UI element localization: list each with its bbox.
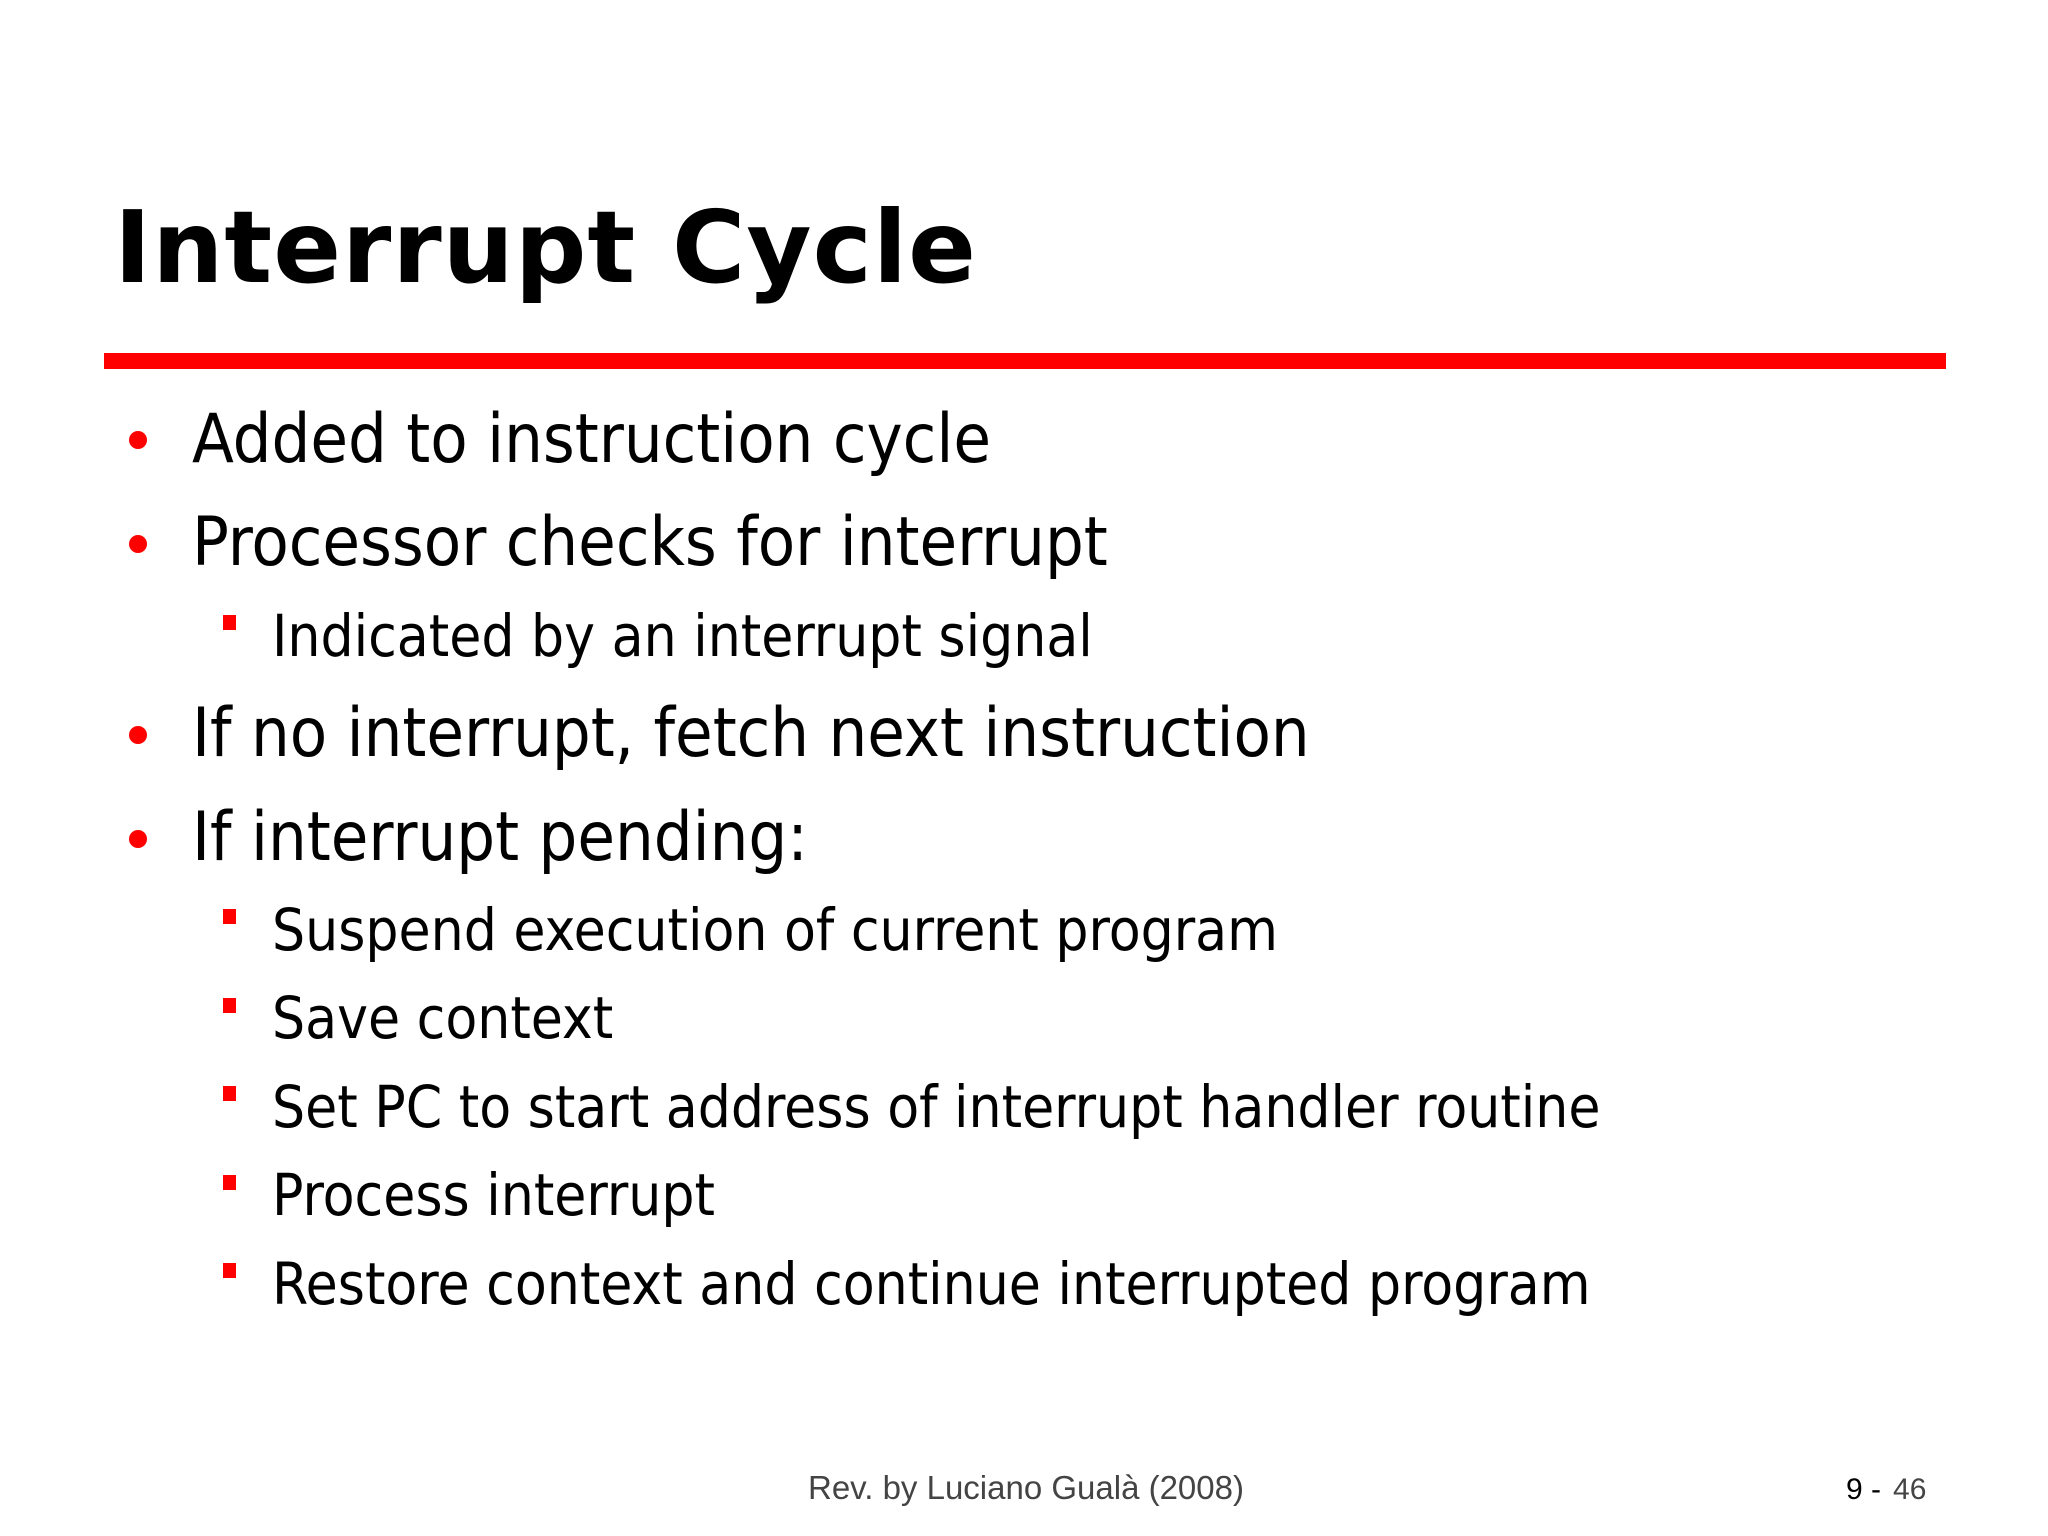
footer-credit: Rev. by Luciano Gualà (2008)	[808, 1469, 1244, 1506]
list-item: Set PC to start address of interrupt handler routine	[272, 1073, 1601, 1141]
sub-bullet-square	[223, 1175, 236, 1190]
bullet-dot	[129, 726, 147, 744]
bullet-dot	[129, 431, 147, 449]
bullet-dot	[129, 535, 147, 553]
list-item: If no interrupt, fetch next instruction	[192, 694, 1310, 773]
list-item: Indicated by an interrupt signal	[272, 602, 1093, 670]
list-item: Processor checks for interrupt	[192, 503, 1108, 582]
slide-title: Interrupt Cycle	[114, 189, 977, 306]
bullet-dot	[129, 830, 147, 848]
list-item: If interrupt pending:	[192, 798, 808, 877]
sub-bullet-square	[223, 615, 236, 630]
slide-number: 46	[1893, 1473, 1927, 1506]
list-item: Save context	[272, 984, 614, 1052]
sub-bullet-square	[223, 909, 236, 924]
page-number	[1846, 1470, 1926, 1510]
sub-bullet-square	[223, 1263, 236, 1278]
list-item: Process interrupt	[272, 1161, 715, 1229]
sub-bullet-square	[223, 1086, 236, 1101]
list-item: Added to instruction cycle	[192, 400, 991, 479]
sub-bullet-square	[223, 998, 236, 1013]
list-item: Restore context and continue interrupted program	[272, 1250, 1591, 1318]
list-item: Suspend execution of current program	[272, 896, 1278, 964]
chapter-number: 9 -	[1846, 1473, 1882, 1506]
